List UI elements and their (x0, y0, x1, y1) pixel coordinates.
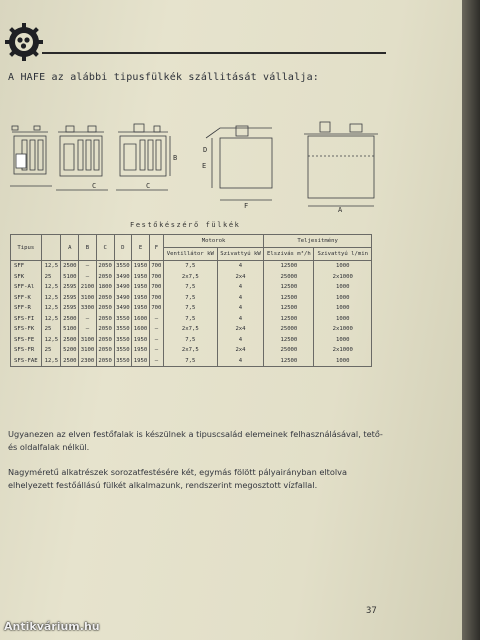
table-cell: SFF-Al (11, 282, 42, 293)
table-row (11, 293, 372, 304)
page-number: 37 (366, 606, 377, 616)
spec-table-body (11, 261, 372, 367)
table-cell: SFS-FK (11, 324, 42, 335)
table-cell: – (79, 314, 97, 325)
table-cell: 12,5 (41, 261, 61, 272)
table-cell: 3550 (114, 261, 132, 272)
table-cell: 7,5 (163, 282, 217, 293)
table-cell: 1950 (132, 293, 150, 304)
table-cell: 2050 (96, 324, 114, 335)
table-cell: 12500 (264, 303, 314, 314)
table-row (11, 356, 372, 367)
booth-drawings-figure (8, 108, 388, 213)
table-cell: 2x4 (217, 345, 264, 356)
table-cell: 7,5 (163, 335, 217, 346)
table-cell: 2x7,5 (163, 272, 217, 283)
spec-table (10, 234, 372, 367)
svg-text:F: F (244, 202, 249, 210)
table-cell: 2050 (96, 261, 114, 272)
table-cell: 12,5 (41, 314, 61, 325)
col-fan: Ventillátor kW (163, 248, 217, 261)
table-cell: 4 (217, 303, 264, 314)
table-cell: SFS-FI (11, 314, 42, 325)
table-cell: 3490 (114, 282, 132, 293)
table-cell: 1000 (314, 303, 372, 314)
table-cell: 3490 (114, 303, 132, 314)
table-cell: 1950 (132, 303, 150, 314)
table-cell: 700 (149, 293, 163, 304)
col-pump: Szivattyú kW (217, 248, 264, 261)
table-cell: – (149, 356, 163, 367)
header-rule (42, 52, 386, 54)
paragraph-1: Ugyanezen az elven festőfalak is készülnek a tipuscsalád elemeinek felhasználásával, tető- és oldalfalak nélkül. (8, 429, 383, 452)
svg-text:C: C (146, 182, 151, 190)
booth-drawing-2 (56, 126, 108, 190)
table-cell: 3550 (114, 314, 132, 325)
table-cell: 3300 (79, 303, 97, 314)
table-cell: 2050 (96, 345, 114, 356)
table-cell: 3490 (114, 272, 132, 283)
table-cell: 4 (217, 335, 264, 346)
col-pump-rate: Szivattyú l/min (314, 248, 372, 261)
table-row (11, 282, 372, 293)
table-cell: 2050 (96, 293, 114, 304)
svg-text:E: E (202, 162, 207, 170)
table-cell: 12,5 (41, 335, 61, 346)
table-cell: 2595 (61, 282, 79, 293)
svg-text:C: C (92, 182, 97, 190)
col-e: E (132, 235, 150, 261)
table-cell: 12,5 (41, 356, 61, 367)
col-a: A (61, 235, 79, 261)
table-cell: 4 (217, 293, 264, 304)
table-cell: 5200 (61, 345, 79, 356)
table-cell: 3550 (114, 356, 132, 367)
table-cell: 3550 (114, 324, 132, 335)
intro-text: A HAFE az alábbi tipusfülkék szállitását vállalja: (8, 72, 320, 83)
table-cell: 700 (149, 272, 163, 283)
table-cell: 2050 (96, 335, 114, 346)
table-cell: 7,5 (163, 293, 217, 304)
table-cell: 2x7,5 (163, 324, 217, 335)
gear-logo-icon (4, 22, 44, 62)
table-cell: SFS-FAE (11, 356, 42, 367)
table-cell: 1000 (314, 282, 372, 293)
table-cell: SFS-FR (11, 345, 42, 356)
table-cell: 700 (149, 282, 163, 293)
table-cell: 12,5 (41, 282, 61, 293)
col-d: D (114, 235, 132, 261)
table-cell: 7,5 (163, 261, 217, 272)
table-cell: 4 (217, 282, 264, 293)
table-cell: – (149, 335, 163, 346)
table-cell: 2x1000 (314, 324, 372, 335)
table-cell: 2x4 (217, 324, 264, 335)
table-cell: 2500 (61, 356, 79, 367)
watermark: Antikvárium.hu (4, 620, 100, 633)
table-cell: 3550 (114, 335, 132, 346)
table-cell: 3490 (114, 293, 132, 304)
table-cell: 12500 (264, 261, 314, 272)
table-cell: 1950 (132, 335, 150, 346)
table-cell: SFK (11, 272, 42, 283)
col-type: Tipus (11, 235, 42, 261)
col-extraction: Elszivás m³/h (264, 248, 314, 261)
table-row (11, 314, 372, 325)
table-cell: 2050 (96, 314, 114, 325)
table-cell: 3100 (79, 345, 97, 356)
table-cell: 2x7,5 (163, 345, 217, 356)
table-cell: 5100 (61, 272, 79, 283)
table-cell: 2050 (96, 303, 114, 314)
table-cell: 2050 (96, 356, 114, 367)
table-cell: 25 (41, 324, 61, 335)
table-cell: 12500 (264, 293, 314, 304)
table-cell: SFF-R (11, 303, 42, 314)
table-cell: – (79, 272, 97, 283)
table-cell: 25 (41, 272, 61, 283)
table-cell: – (149, 314, 163, 325)
table-cell: 25000 (264, 324, 314, 335)
table-cell: 2595 (61, 303, 79, 314)
table-cell: SFS-FE (11, 335, 42, 346)
table-cell: 12500 (264, 282, 314, 293)
col-blank (41, 235, 61, 261)
table-cell: 1000 (314, 293, 372, 304)
table-cell: 1950 (132, 282, 150, 293)
table-cell: 3100 (79, 335, 97, 346)
table-cell: 1600 (132, 314, 150, 325)
col-b: B (79, 235, 97, 261)
table-row (11, 324, 372, 335)
group-performance: Teljesitmény (264, 235, 372, 248)
table-cell: 25000 (264, 345, 314, 356)
table-cell: 3550 (114, 345, 132, 356)
table-cell: 7,5 (163, 356, 217, 367)
booth-drawing-1 (10, 126, 52, 186)
table-cell: 700 (149, 303, 163, 314)
table-cell: 7,5 (163, 314, 217, 325)
table-cell: 1600 (132, 324, 150, 335)
table-cell: 1950 (132, 345, 150, 356)
table-cell: SFF-K (11, 293, 42, 304)
table-cell: 12500 (264, 314, 314, 325)
table-row (11, 303, 372, 314)
table-cell: – (149, 345, 163, 356)
table-cell: 25000 (264, 272, 314, 283)
table-cell: 7,5 (163, 303, 217, 314)
table-cell: 12500 (264, 335, 314, 346)
col-f: F (149, 235, 163, 261)
table-cell: – (79, 261, 97, 272)
table-cell: 1000 (314, 261, 372, 272)
table-cell: 2100 (79, 282, 97, 293)
booth-drawing-3 (116, 124, 177, 190)
svg-text:A: A (338, 206, 343, 213)
paragraph-2: Nagyméretű alkatrészek sorozatfestésére két, egymás fölött pályairányban eltolva elhelyezett festőállású fülkét alkalmazunk, rendszerint megosztott vízfallal. (8, 467, 348, 490)
table-cell: 2x4 (217, 272, 264, 283)
table-cell: – (79, 324, 97, 335)
table-cell: – (149, 324, 163, 335)
table-cell: 2x1000 (314, 345, 372, 356)
table-cell: 1800 (96, 282, 114, 293)
table-cell: 1000 (314, 314, 372, 325)
col-c: C (96, 235, 114, 261)
group-motors: Motorok (163, 235, 263, 248)
booth-drawing-side-view (202, 126, 272, 210)
table-cell: 700 (149, 261, 163, 272)
table-cell: 1000 (314, 356, 372, 367)
table-cell: 4 (217, 356, 264, 367)
table-cell: 25 (41, 345, 61, 356)
booth-drawing-front-view (304, 122, 378, 213)
svg-text:B: B (173, 154, 178, 162)
table-row (11, 335, 372, 346)
table-title: Festőkészérő fülkék (130, 221, 241, 229)
table-cell: 2500 (61, 314, 79, 325)
table-cell: 1950 (132, 356, 150, 367)
table-cell: 1950 (132, 272, 150, 283)
table-row (11, 261, 372, 272)
table-cell: 12,5 (41, 303, 61, 314)
table-cell: 2500 (61, 335, 79, 346)
book-spine (462, 0, 480, 640)
table-cell: 5100 (61, 324, 79, 335)
table-cell: 12500 (264, 356, 314, 367)
svg-text:D: D (203, 146, 208, 154)
table-cell: 3100 (79, 293, 97, 304)
table-cell: 2x1000 (314, 272, 372, 283)
table-cell: 1000 (314, 335, 372, 346)
table-row (11, 345, 372, 356)
table-cell: 12,5 (41, 293, 61, 304)
table-cell: 2500 (61, 261, 79, 272)
table-cell: 1950 (132, 261, 150, 272)
table-cell: 2050 (96, 272, 114, 283)
table-row (11, 272, 372, 283)
table-cell: 4 (217, 314, 264, 325)
table-cell: 4 (217, 261, 264, 272)
table-cell: 2595 (61, 293, 79, 304)
table-cell: SFF (11, 261, 42, 272)
table-cell: 2300 (79, 356, 97, 367)
